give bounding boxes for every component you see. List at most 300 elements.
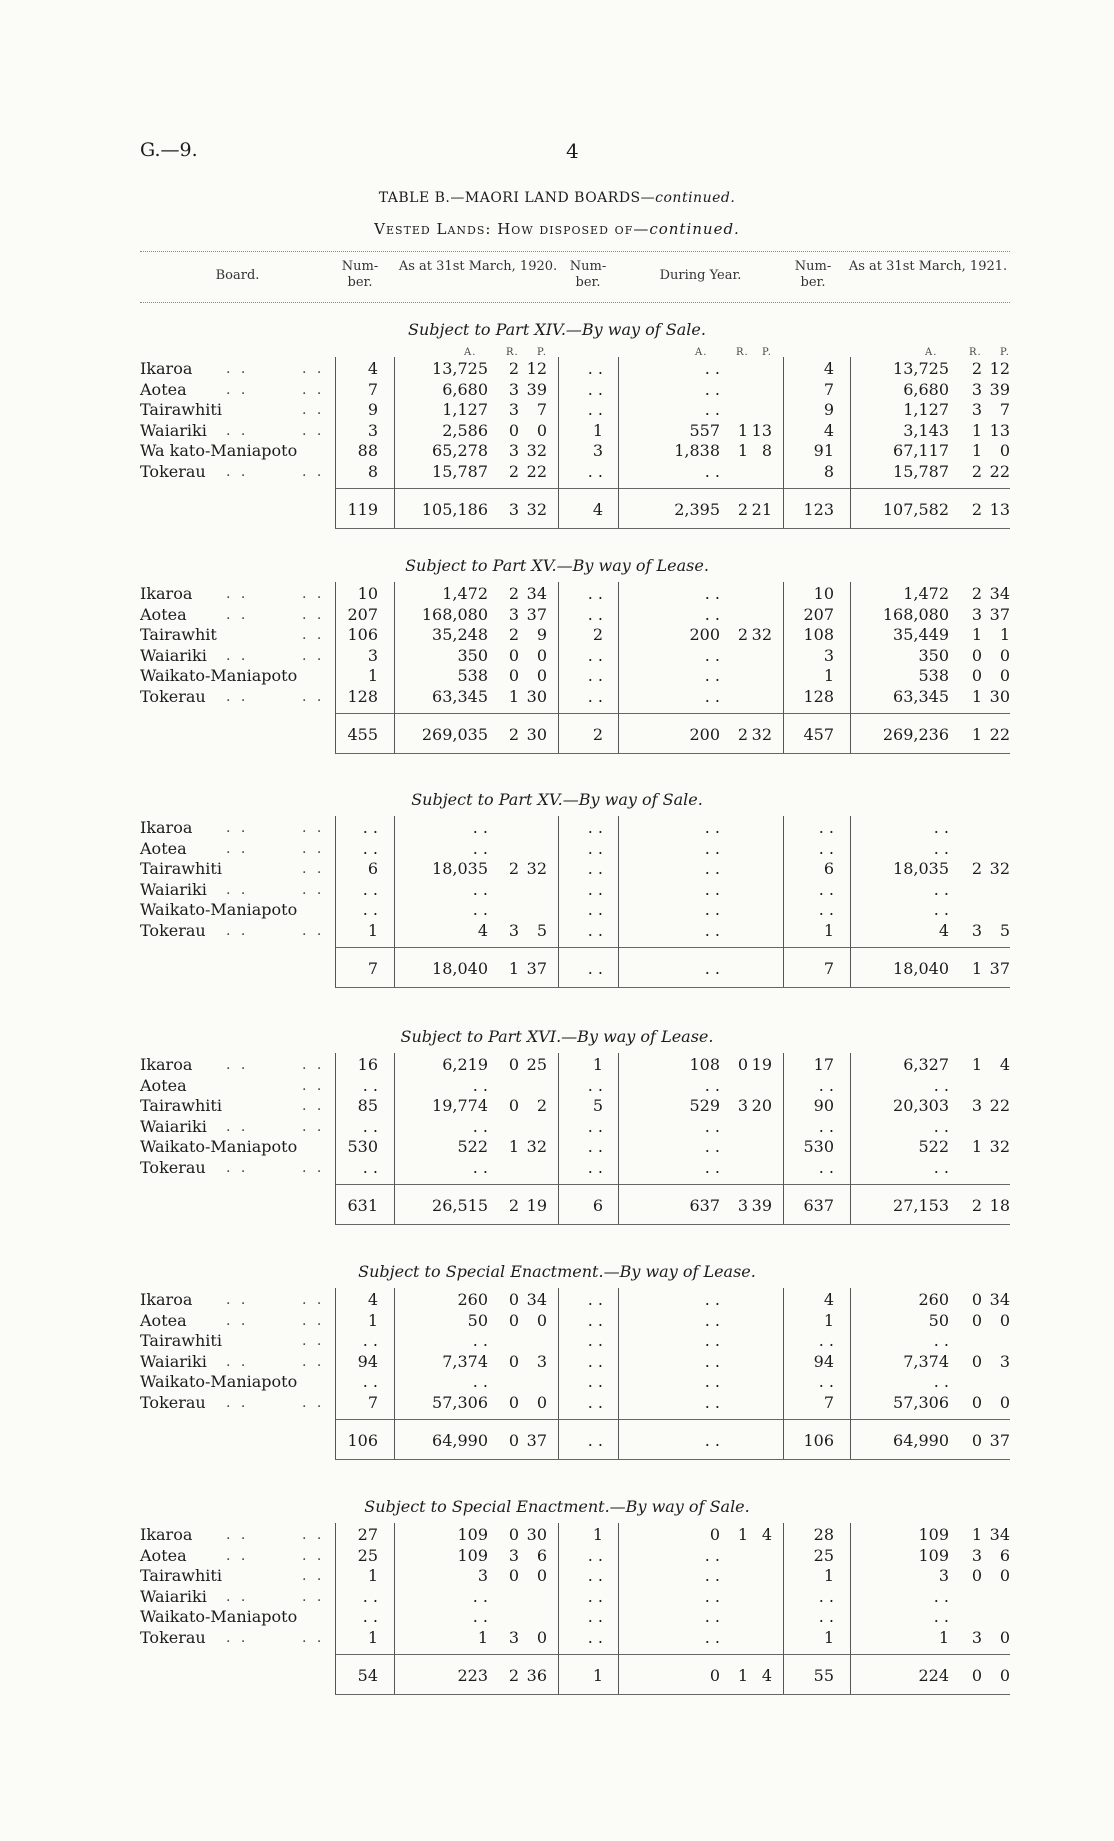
table-cell: 7	[823, 379, 834, 399]
table-cell: 12	[526, 359, 547, 378]
table-cell: . .	[933, 1116, 949, 1136]
total-cell: 64,990	[432, 1431, 488, 1450]
table-cell: 128	[347, 686, 378, 706]
leader-dots: . .	[302, 861, 325, 877]
total-cell: 1	[971, 959, 983, 978]
column-header-number-during: Num- ber.	[569, 259, 607, 290]
table-cell: . .	[704, 1586, 720, 1606]
table-cell: 4	[823, 420, 834, 440]
table-cell: . .	[587, 1351, 603, 1371]
table-cell: 30	[526, 686, 547, 706]
leader-dots: . .	[302, 1159, 325, 1176]
table-cell: 0	[971, 645, 983, 665]
table-cell: 0	[508, 1096, 520, 1115]
table-cell: 7,374	[903, 1351, 949, 1371]
table-cell: 3	[477, 1566, 488, 1585]
table-cell: 22	[989, 461, 1010, 481]
table-cell: 0	[536, 645, 547, 665]
table-cell: 1	[971, 441, 983, 460]
table-cell: 3	[508, 920, 520, 940]
table-cell: 529	[689, 1096, 720, 1115]
leader-dots: . .	[302, 1568, 325, 1584]
table-cell: 22	[989, 1096, 1010, 1115]
table-cell: 108	[803, 625, 834, 644]
table-cell: 0	[737, 1055, 749, 1074]
table-cell: . .	[704, 379, 720, 399]
table-cell: . .	[704, 645, 720, 665]
table-cell: . .	[704, 1372, 720, 1391]
table-cell: 3	[971, 400, 983, 419]
table-cell: 34	[989, 1290, 1010, 1309]
leader-dots: . .	[302, 820, 325, 836]
table-cell: 67,117	[893, 441, 949, 460]
table-cell: . .	[362, 1586, 378, 1606]
total-cell: 457	[803, 725, 834, 744]
table-cell: . .	[587, 604, 603, 624]
total-cell: 2	[971, 500, 983, 519]
table-cell: . .	[704, 1310, 720, 1330]
total-cell: 269,236	[882, 725, 949, 744]
column-divider	[335, 1523, 336, 1694]
table-cell: 90	[813, 1096, 834, 1115]
leader-dots: . .	[226, 1353, 249, 1370]
leader-dots: . .	[226, 881, 249, 898]
table-title-cont: continued.	[655, 190, 736, 206]
table-cell: 0	[999, 1310, 1010, 1330]
table-cell: 65,278	[432, 441, 488, 460]
total-cell: 107,582	[882, 500, 949, 519]
total-cell: 2	[508, 1196, 520, 1215]
table-cell: 2	[971, 461, 983, 481]
table-cell: . .	[818, 1116, 834, 1136]
table-cell: 1	[367, 666, 378, 685]
table-cell: 0	[999, 645, 1010, 665]
table-cell: . .	[704, 859, 720, 878]
board-name: Ikaroa	[140, 359, 193, 378]
table-cell: 39	[989, 379, 1010, 399]
page-number: 4	[566, 139, 579, 163]
table-cell: 4	[823, 359, 834, 378]
table-cell: 3	[971, 1627, 983, 1647]
board-name: Waikato-Maniapoto	[140, 1372, 298, 1391]
table-cell: . .	[933, 900, 949, 919]
total-cell: 200	[689, 725, 720, 744]
table-cell: . .	[472, 1607, 488, 1626]
table-cell: 106	[347, 625, 378, 644]
table-cell: . .	[818, 1586, 834, 1606]
total-cell: 37	[526, 1431, 547, 1450]
table-cell: . .	[704, 400, 720, 419]
table-cell: 109	[457, 1545, 488, 1565]
leader-dots: . .	[226, 1159, 249, 1176]
table-cell: . .	[472, 1372, 488, 1391]
board-name: Tokerau	[140, 686, 206, 706]
total-cell: 30	[526, 725, 547, 744]
table-cell: 0	[971, 1566, 983, 1585]
table-cell: . .	[587, 686, 603, 706]
column-divider	[783, 357, 784, 528]
table-cell: 0	[971, 1392, 983, 1412]
table-cell: . .	[818, 1075, 834, 1095]
total-cell: 37	[526, 959, 547, 978]
column-divider	[618, 1053, 619, 1224]
leader-dots: . .	[226, 1588, 249, 1605]
table-cell: . .	[704, 604, 720, 624]
table-cell: 530	[803, 1137, 834, 1156]
table-cell: 3	[536, 1351, 547, 1371]
column-divider	[850, 1053, 851, 1224]
leader-dots: . .	[226, 1394, 249, 1411]
total-cell: 7	[823, 959, 834, 978]
column-divider	[335, 1288, 336, 1459]
table-cell: 9	[823, 400, 834, 419]
table-cell: 0	[971, 666, 983, 685]
table-cell: 168,080	[421, 604, 488, 624]
table-cell: 10	[357, 584, 378, 603]
table-cell: 37	[526, 604, 547, 624]
total-cell: 39	[751, 1196, 772, 1215]
leader-dots: . .	[226, 647, 249, 664]
table-cell: . .	[704, 920, 720, 940]
table-cell: 3	[592, 441, 603, 460]
table-cell: . .	[704, 1137, 720, 1156]
table-cell: 0	[536, 1392, 547, 1412]
board-name: Aotea	[140, 1075, 187, 1095]
total-cell: 224	[918, 1666, 949, 1685]
table-cell: 8	[367, 461, 378, 481]
table-cell: 34	[989, 584, 1010, 603]
table-cell: . .	[587, 359, 603, 378]
table-cell: . .	[362, 838, 378, 858]
section-title: Subject to Part XVI.—By way of Lease.	[400, 1027, 714, 1046]
total-cell: 26,515	[432, 1196, 488, 1215]
table-cell: . .	[472, 1157, 488, 1177]
board-name: Waiariki	[140, 1351, 207, 1371]
table-cell: 4	[367, 1290, 378, 1309]
total-cell: 27,153	[893, 1196, 949, 1215]
leader-dots: . .	[302, 922, 325, 939]
section-title: Subject to Special Enactment.—By way of Lease.	[358, 1262, 756, 1281]
total-cell: 2	[737, 500, 749, 519]
total-cell: 2	[592, 725, 603, 744]
column-divider	[394, 357, 395, 528]
table-cell: 1	[823, 1566, 834, 1585]
board-name: Waikato-Maniapoto	[140, 900, 298, 919]
section-bottom-rule	[335, 1224, 1010, 1225]
table-cell: 7	[367, 1392, 378, 1412]
table-cell: 0	[536, 666, 547, 685]
leader-dots: . .	[226, 840, 249, 857]
table-cell: 9	[536, 625, 547, 644]
table-cell: 522	[457, 1137, 488, 1156]
table-cell: . .	[587, 1331, 603, 1350]
table-cell: 91	[813, 441, 834, 460]
table-cell: . .	[704, 1331, 720, 1350]
table-cell: . .	[587, 1137, 603, 1156]
total-cell: 223	[457, 1666, 488, 1685]
leader-dots: . .	[302, 1098, 325, 1114]
leader-dots: . .	[302, 1353, 325, 1370]
board-name: Waikato-Maniapoto	[140, 1607, 298, 1626]
column-divider	[618, 1523, 619, 1694]
table-cell: 34	[526, 1290, 547, 1309]
table-cell: 1	[823, 920, 834, 940]
table-cell: . .	[704, 1545, 720, 1565]
column-divider	[783, 1523, 784, 1694]
table-cell: 2	[508, 359, 520, 378]
leader-dots: . .	[302, 1333, 325, 1349]
unit-acres: A.	[695, 347, 708, 358]
leader-dots: . .	[302, 881, 325, 898]
total-cell: 123	[803, 500, 834, 519]
table-cell: 25	[526, 1055, 547, 1074]
table-cell: . .	[704, 900, 720, 919]
total-cell: 32	[526, 500, 547, 519]
column-divider	[618, 357, 619, 528]
leader-dots: . .	[302, 1629, 325, 1646]
table-cell: 207	[803, 604, 834, 624]
column-divider	[335, 357, 336, 528]
total-cell: 0	[971, 1431, 983, 1450]
total-cell: 3	[737, 1196, 749, 1215]
leader-dots: . .	[302, 1312, 325, 1329]
table-cell: 109	[457, 1525, 488, 1544]
table-cell: 2	[508, 859, 520, 878]
table-cell: 3	[508, 400, 520, 419]
table-cell: 2	[592, 625, 603, 644]
section-title: Subject to Part XV.—By way of Lease.	[405, 556, 709, 575]
board-name: Tokerau	[140, 461, 206, 481]
leader-dots: . .	[302, 1057, 325, 1073]
table-cell: 4	[761, 1525, 772, 1544]
table-cell: 30	[989, 686, 1010, 706]
table-cell: . .	[587, 584, 603, 603]
unit-roods: R.	[969, 347, 982, 358]
total-cell: 7	[367, 959, 378, 978]
leader-dots: . .	[302, 381, 325, 398]
column-divider	[335, 582, 336, 753]
table-cell: 3	[367, 645, 378, 665]
total-rule	[335, 1184, 1010, 1185]
table-cell: 0	[999, 1392, 1010, 1412]
table-cell: 9	[367, 400, 378, 419]
table-cell: 17	[813, 1055, 834, 1074]
table-cell: 207	[347, 604, 378, 624]
table-cell: . .	[587, 1392, 603, 1412]
board-name: Waikato-Maniapoto	[140, 666, 298, 685]
table-cell: . .	[587, 1586, 603, 1606]
table-cell: . .	[587, 1566, 603, 1585]
table-cell: 1	[971, 420, 983, 440]
total-rule	[335, 947, 1010, 948]
table-cell: . .	[587, 1290, 603, 1309]
leader-dots: . .	[226, 922, 249, 939]
table-cell: 1	[367, 1627, 378, 1647]
table-cell: 1,127	[442, 400, 488, 419]
total-cell: 4	[592, 500, 603, 519]
board-name: Tairawhiti	[140, 1566, 222, 1585]
table-cell: 94	[813, 1351, 834, 1371]
table-cell: . .	[933, 1157, 949, 1177]
column-header-as-at-1921: As at 31st March, 1921.	[848, 259, 1008, 274]
column-divider	[850, 1523, 851, 1694]
total-cell: 2	[737, 725, 749, 744]
total-cell: 64,990	[893, 1431, 949, 1450]
table-cell: 1	[592, 1055, 603, 1074]
table-cell: . .	[362, 1075, 378, 1095]
total-cell: 32	[751, 725, 772, 744]
leader-dots: . .	[302, 1118, 325, 1135]
total-cell: 106	[347, 1431, 378, 1450]
board-name: Wa kato-Maniapoto	[140, 441, 298, 460]
table-cell: 7	[367, 379, 378, 399]
table-cell: . .	[587, 1607, 603, 1626]
leader-dots: . .	[302, 1394, 325, 1411]
table-cell: 1	[971, 625, 983, 644]
table-cell: 109	[918, 1545, 949, 1565]
unit-perches: P.	[1000, 347, 1010, 358]
table-cell: . .	[472, 818, 488, 837]
table-cell: 0	[508, 1055, 520, 1074]
column-divider	[850, 582, 851, 753]
total-cell: 22	[989, 725, 1010, 744]
table-cell: 37	[989, 604, 1010, 624]
column-divider	[558, 357, 559, 528]
table-cell: . .	[472, 1116, 488, 1136]
table-cell: 5	[999, 920, 1010, 940]
table-cell: . .	[704, 1075, 720, 1095]
table-cell: 4	[367, 359, 378, 378]
leader-dots: . .	[302, 688, 325, 705]
table-cell: 13	[989, 420, 1010, 440]
table-cell: . .	[818, 1372, 834, 1391]
table-cell: 6,327	[903, 1055, 949, 1074]
table-cell: 0	[508, 1310, 520, 1330]
table-cell: 3	[737, 1096, 749, 1115]
column-divider	[783, 1288, 784, 1459]
total-cell: 18,040	[893, 959, 949, 978]
table-cell: 0	[709, 1525, 720, 1544]
table-cell: 6	[999, 1545, 1010, 1565]
table-cell: . .	[704, 461, 720, 481]
table-cell: . .	[362, 818, 378, 837]
table-cell: 25	[357, 1545, 378, 1565]
section-title: Subject to Part XV.—By way of Sale.	[411, 790, 703, 809]
total-cell: 455	[347, 725, 378, 744]
table-cell: . .	[472, 1331, 488, 1350]
table-cell: . .	[587, 1075, 603, 1095]
table-cell: 8	[823, 461, 834, 481]
table-subtitle-cont: continued.	[649, 220, 740, 238]
page-header-ref: G.—9.	[140, 139, 198, 161]
total-rule	[335, 1419, 1010, 1420]
table-cell: 4	[999, 1055, 1010, 1074]
table-cell: 10	[813, 584, 834, 603]
total-cell: 105,186	[421, 500, 488, 519]
column-header-number-1921: Num- ber.	[794, 259, 832, 290]
table-cell: . .	[704, 666, 720, 685]
total-cell: 106	[803, 1431, 834, 1450]
header-bottom-rule	[140, 302, 1010, 303]
table-cell: . .	[704, 879, 720, 899]
board-name: Aotea	[140, 1310, 187, 1330]
table-cell: 3	[823, 645, 834, 665]
board-name: Ikaroa	[140, 1055, 193, 1074]
table-cell: 6	[536, 1545, 547, 1565]
board-name: Aotea	[140, 1545, 187, 1565]
leader-dots: . .	[302, 647, 325, 664]
column-header-during-year: During Year.	[659, 268, 742, 283]
leader-dots: . .	[226, 1057, 249, 1073]
table-cell: 0	[508, 420, 520, 440]
table-cell: 32	[751, 625, 772, 644]
table-cell: 57,306	[432, 1392, 488, 1412]
table-cell: 7	[823, 1392, 834, 1412]
leader-dots: . .	[302, 463, 325, 480]
table-cell: . .	[587, 920, 603, 940]
column-divider	[850, 816, 851, 987]
table-cell: 1	[971, 686, 983, 706]
table-cell: . .	[587, 1372, 603, 1391]
table-cell: 530	[347, 1137, 378, 1156]
table-cell: 32	[526, 859, 547, 878]
board-name: Tokerau	[140, 920, 206, 940]
table-cell: . .	[704, 359, 720, 378]
table-subtitle-main: Vested Lands: How disposed of—	[374, 220, 650, 238]
table-cell: 1	[823, 1310, 834, 1330]
table-cell: . .	[362, 879, 378, 899]
table-cell: . .	[587, 1116, 603, 1136]
table-cell: 2	[737, 625, 749, 644]
table-cell: . .	[933, 879, 949, 899]
board-name: Waiariki	[140, 1116, 207, 1136]
table-cell: 2	[536, 1096, 547, 1115]
table-cell: . .	[587, 461, 603, 481]
table-cell: . .	[472, 1075, 488, 1095]
total-cell: 1	[508, 959, 520, 978]
table-cell: 0	[536, 1310, 547, 1330]
total-cell: 6	[592, 1196, 603, 1215]
table-cell: 538	[918, 666, 949, 685]
column-divider	[558, 1523, 559, 1694]
leader-dots: . .	[226, 606, 249, 623]
table-cell: 1	[737, 441, 749, 460]
table-cell: 1,838	[674, 441, 720, 460]
table-cell: 18,035	[893, 859, 949, 878]
board-name: Aotea	[140, 379, 187, 399]
column-divider	[394, 582, 395, 753]
leader-dots: . .	[226, 1527, 249, 1543]
total-cell: . .	[587, 959, 603, 978]
unit-roods: R.	[506, 347, 519, 358]
table-cell: . .	[704, 1351, 720, 1371]
table-cell: 34	[989, 1525, 1010, 1544]
total-cell: 55	[813, 1666, 834, 1685]
table-cell: 30	[526, 1525, 547, 1544]
table-cell: 3	[508, 1627, 520, 1647]
table-cell: 168,080	[882, 604, 949, 624]
total-cell: 0	[709, 1666, 720, 1685]
board-name: Tokerau	[140, 1157, 206, 1177]
table-cell: . .	[587, 879, 603, 899]
table-cell: 2	[508, 625, 520, 644]
table-cell: . .	[587, 900, 603, 919]
table-cell: . .	[362, 900, 378, 919]
table-cell: 1	[971, 1525, 983, 1544]
table-cell: 3	[938, 1566, 949, 1585]
leader-dots: . .	[226, 361, 249, 377]
table-cell: . .	[704, 1627, 720, 1647]
